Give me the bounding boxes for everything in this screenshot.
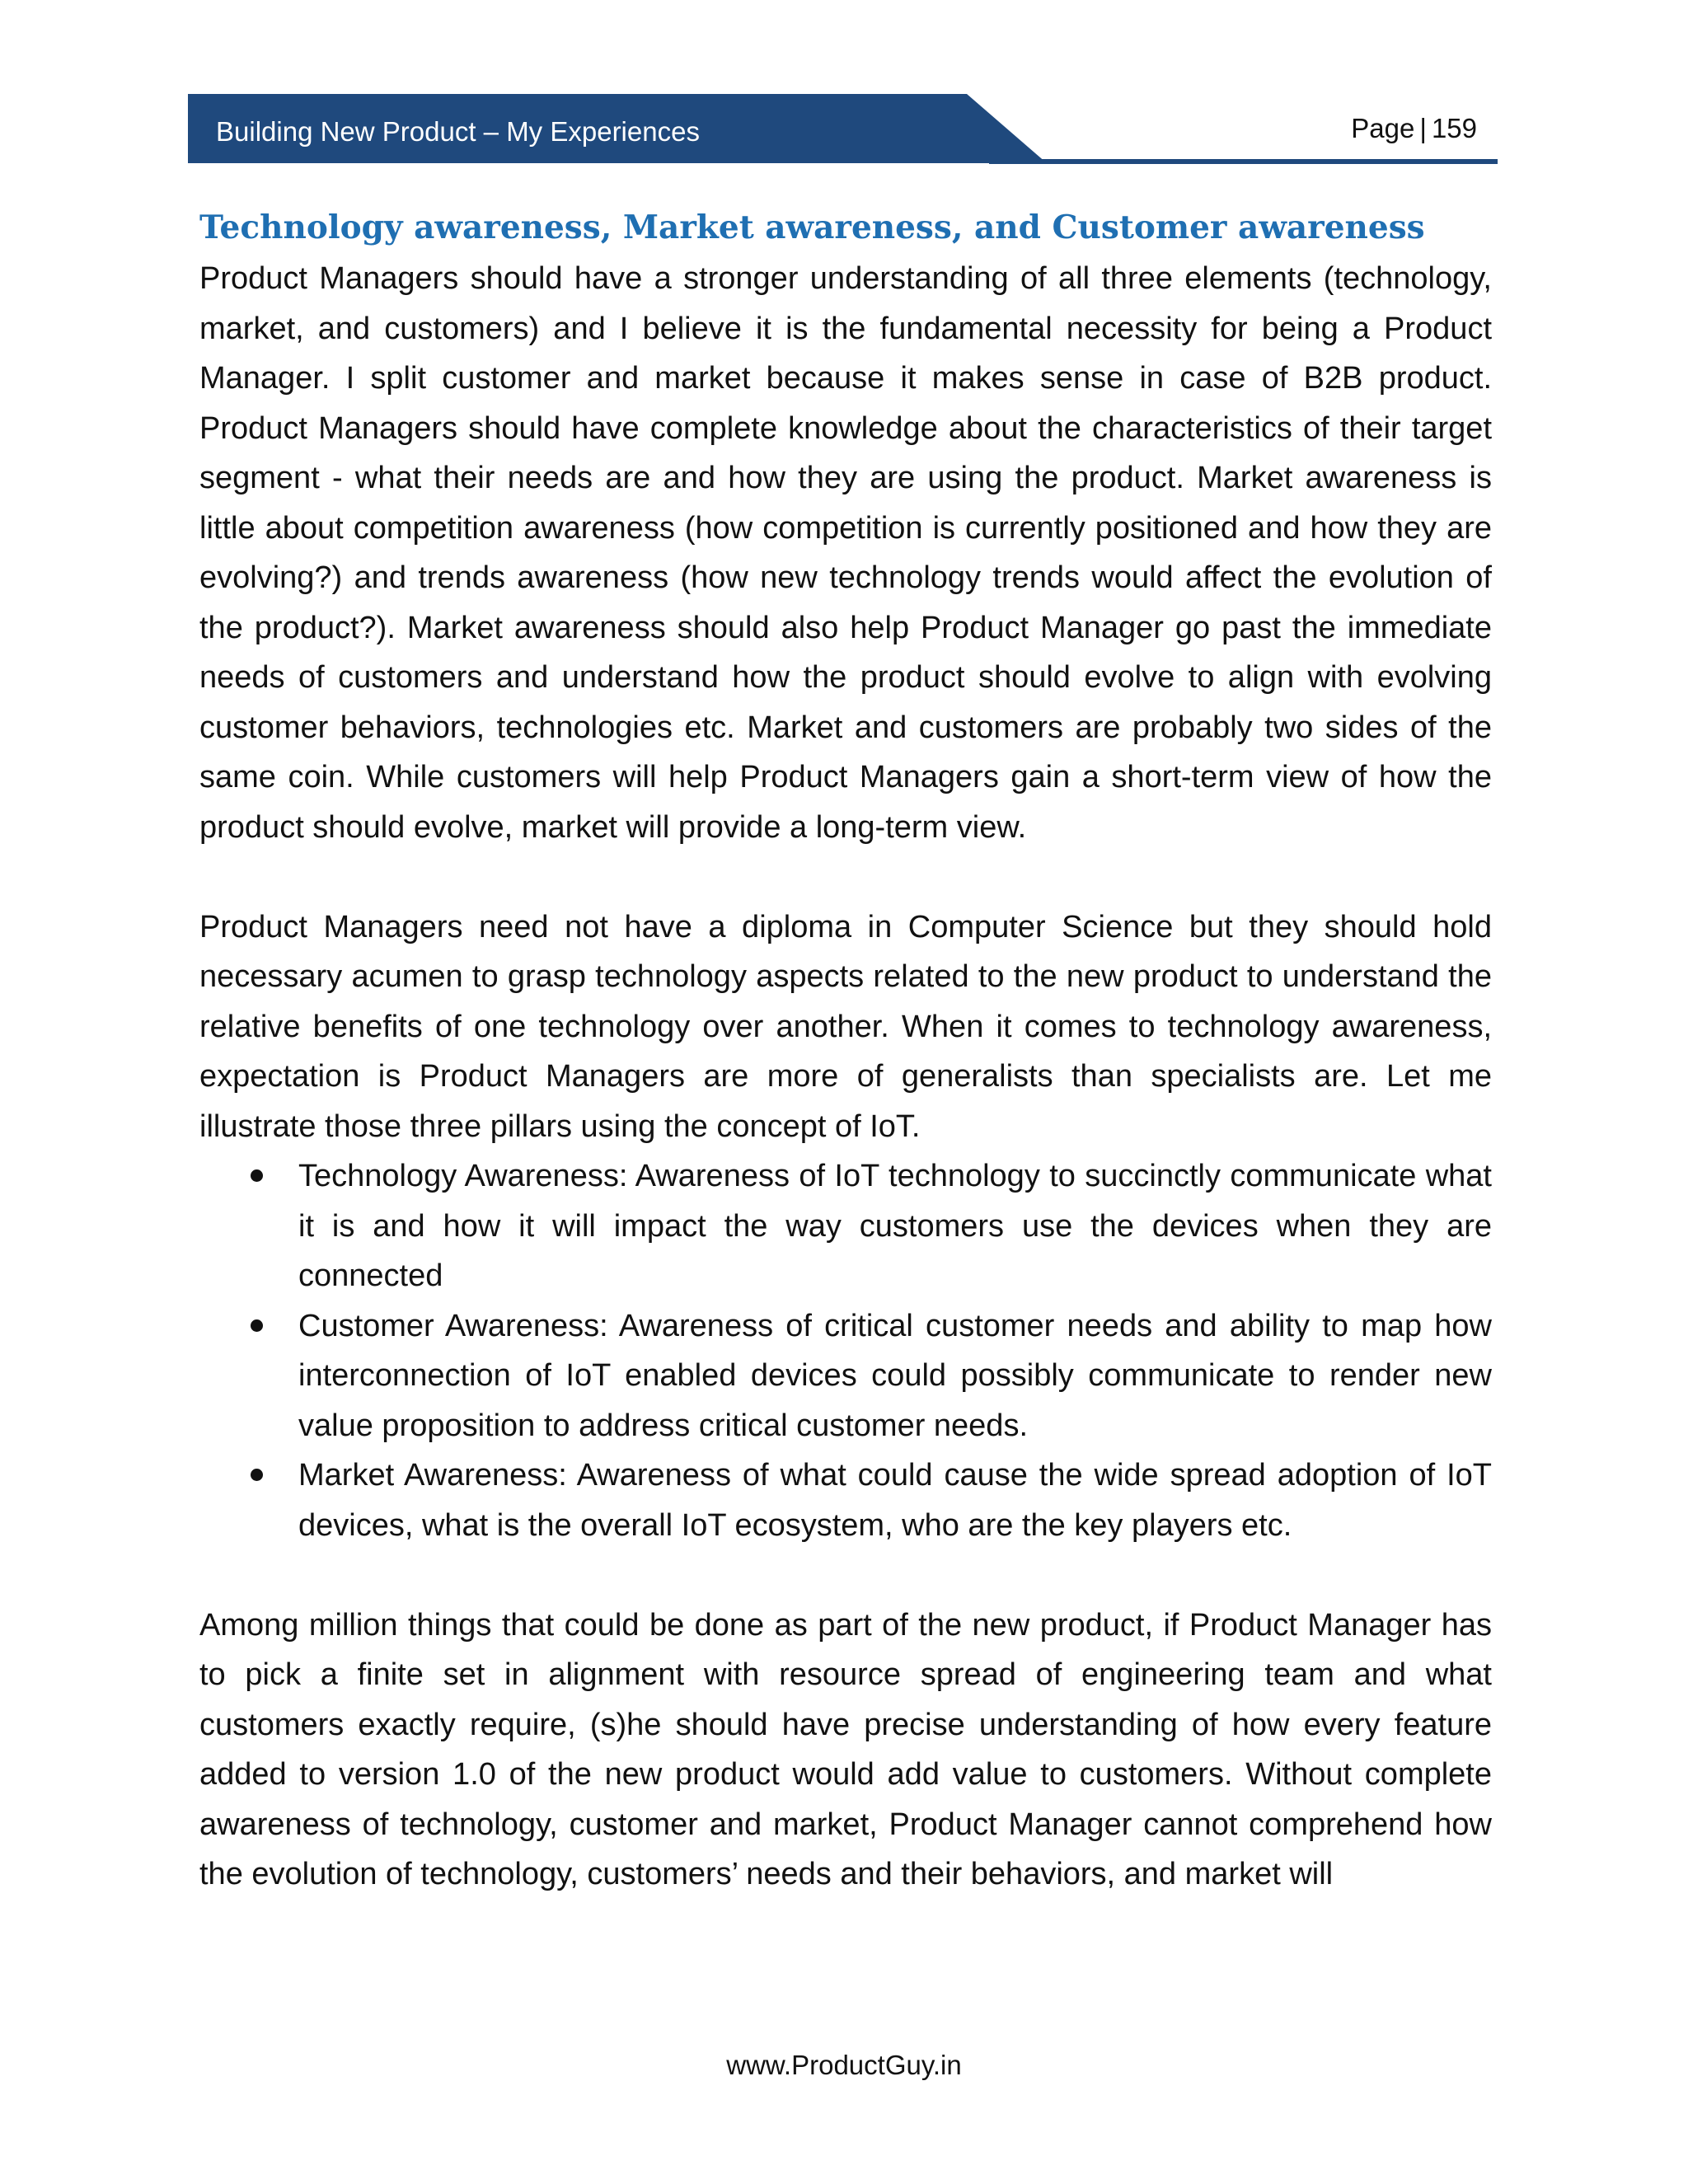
paragraph-feature-selection: Among million things that could be done as part of the new product, if Product Manager has to pick a finite set in alignment with resource spread of engineering team and what customers exactly require, (s)he should have precise understanding of how every feature added to version 1.0 of the new product would add value to customers. Without complete awareness of technology, customer and market, Product Manager cannot comprehend how the evolution of technology, customers’ needs and their behaviors, and market will [199, 1607, 1492, 1891]
bullet-text: Customer Awareness: Awareness of critical customer needs and ability to map how interconnection of IoT enabled devices could possibly communicate to render new value proposition to address critical customer needs. [298, 1308, 1492, 1443]
bullet-item-technology [199, 1151, 1492, 1301]
paragraph-spacer [199, 1550, 1492, 1601]
footer-url: www.ProductGuy.in [726, 2050, 962, 2080]
running-header-title: Building New Product – My Experiences [216, 116, 700, 147]
section-title: Technology awareness, Market awareness, and Customer awareness [199, 209, 1425, 246]
page-number: 159 [1431, 113, 1477, 143]
pillars-bullet-list [199, 1151, 1492, 1550]
bullet-item-market [199, 1451, 1492, 1550]
paragraph-spacer [199, 852, 1492, 902]
header-rule [989, 159, 1498, 164]
page-separator: | [1419, 113, 1427, 143]
bullet-text: Technology Awareness: Awareness of IoT technology to succinctly communicate what it is and how it will impact the way customers use the devices when they are connected [298, 1159, 1492, 1293]
page-number-block [1351, 112, 1477, 145]
bullet-item-customer [199, 1301, 1492, 1451]
bullet-dot-icon [251, 1469, 263, 1481]
bullet-text: Market Awareness: Awareness of what could cause the wide spread adoption of IoT devices, what is the overall IoT ecosystem, who are the key players etc. [298, 1458, 1492, 1543]
bullet-dot-icon [251, 1169, 263, 1182]
page-content [199, 201, 1492, 1900]
page-label: Page [1351, 113, 1415, 143]
paragraph-technology-acumen: Product Managers need not have a diploma in Computer Science but they should hold necessary acumen to grasp technology aspects related to the new product to understand the relative benefits of one technology over another. When it comes to technology awareness, expectation is Product Managers are more of generalists than specialists are. Let me illustrate those three pillars using the concept of IoT. [199, 909, 1492, 1144]
paragraph-awareness-overview: Product Managers should have a stronger understanding of all three elements (technology, market, and customers) and I believe it is the fundamental necessity for being a Product Manager. I split customer and market because it makes sense in case of B2B product. Product Managers should have complete knowledge about the characteristics of their target segment - what their needs are and how they are using the product. Market awareness is little about competition awareness (how competition is currently positioned and how they are evolving?) and trends awareness (how new technology trends would affect the evolution of the product?). Market awareness should also help Product Manager go past the immediate needs of customers and understand how the product should evolve to align with evolving customer behaviors, technologies etc. Market and customers are probably two sides of the same coin. While customers will help Product Managers gain a short-term view of how the product should evolve, market will provide a long-term view. [199, 261, 1492, 845]
bullet-dot-icon [251, 1319, 263, 1332]
